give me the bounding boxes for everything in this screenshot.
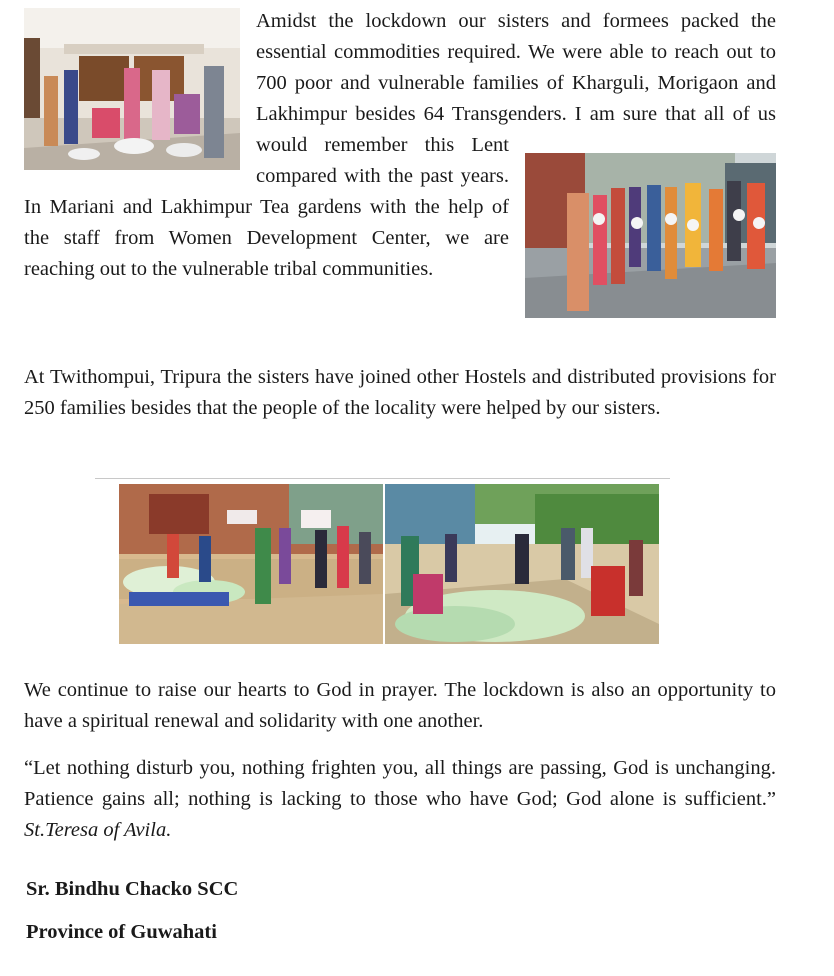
photo-distribution-courtyard	[119, 484, 383, 644]
signature-name: Sr. Bindhu Chacko SCC	[26, 878, 239, 900]
divider-rule	[95, 478, 670, 479]
signature-province: Province of Guwahati	[26, 921, 217, 943]
quote-paragraph	[24, 753, 776, 846]
paragraph-1-segment: Amidst the lockdown our sisters and formees packed the essential commodities required. We were able to reach out to 700 poor and vulnerable families of Kharguli, Morigaon and Lakhimpur besides 64 Transgenders. I am sure that all of us	[256, 10, 776, 125]
quote-text: “Let nothing disturb you, nothing frighten you, all things are passing, God is unchanging. Patience gains all; nothing is lacking to those who have God; God alone is sufficient.”	[24, 757, 776, 810]
paragraph-1-segment: would remember this Lent compared with the past years.	[256, 134, 509, 187]
paragraph-3: We continue to raise our hearts to God in prayer. The lockdown is also an opportunity to have a spiritual renewal and solidarity with one another.	[24, 679, 776, 732]
quote-attribution: St.Teresa of Avila.	[24, 819, 172, 841]
photo-distribution-outdoors	[385, 484, 659, 644]
paragraph-1-segment: In Mariani and Lakhimpur Tea gardens with the help of the staff from Women Development Center, we are reaching out to the vulnerable tribal communities.	[24, 196, 509, 280]
paragraph-2: At Twithompui, Tripura the sisters have joined other Hostels and distributed provisions for 250 families besides that the people of the locality were helped by our sisters.	[24, 366, 776, 419]
photo-women-with-bags	[525, 153, 776, 318]
photo-sisters-packing	[24, 8, 240, 170]
